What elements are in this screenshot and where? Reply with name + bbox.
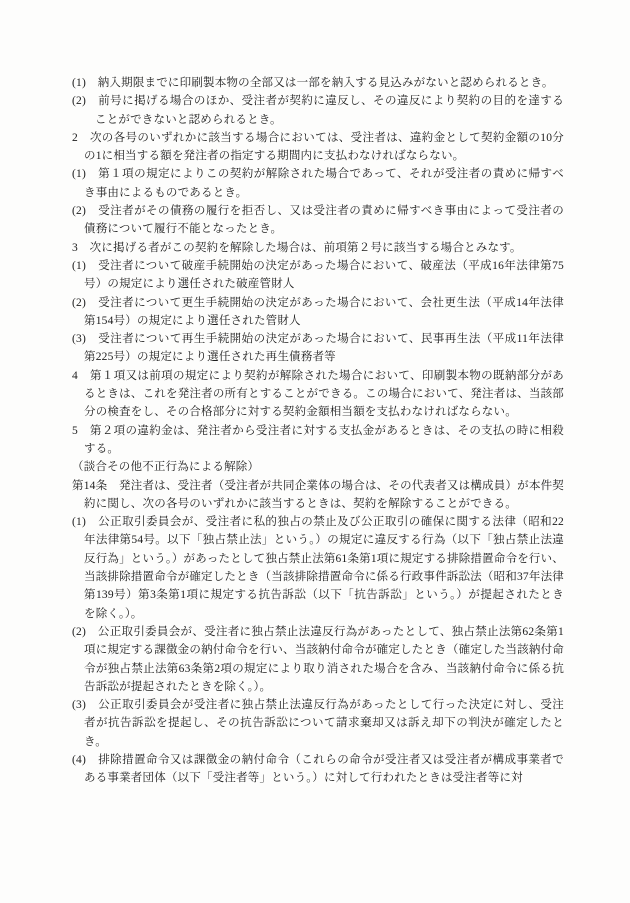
paragraph-text: 排除措置命令又は課徴金の納付命令（これらの命令が受注者又は受注者が構成事業者である事業者団体（以下「受注者等」という。）に対して行われたときは受注者等に対 [84,753,564,785]
paragraph [72,92,564,129]
paragraph-marker: 4 [72,369,90,382]
paragraph-marker: (1) [72,259,99,272]
paragraph-marker: (2) [72,625,98,638]
paragraph [72,477,564,514]
paragraph-text: 受注者がその債務の履行を拒否し、又は受注者の責めに帰すべき事由によって受注者の債務について履行不能となったとき。 [84,205,564,236]
paragraph [72,202,564,239]
paragraph-text: 第２項の違約金は、発注者から受注者に対する支払金があるときは、その支払の時に相殺する。 [84,424,564,455]
paragraph-text: （談合その他不正行為による解除） [72,461,260,474]
paragraph-text: 受注者について更生手続開始の決定があった場合において、会社更生法（平成14年法律第154号）の規定により選任された管財人 [84,296,564,327]
paragraph [72,294,564,331]
paragraph [72,623,564,696]
paragraph-text: 前号に掲げる場合のほか、受注者が契約に違反し、その違反により契約の目的を達することができないと認められるとき。 [95,95,564,126]
paragraph-text: 納入期限までに印刷製本物の全部又は一部を納入する見込みがないと認められるとき。 [97,77,554,89]
paragraph-text: 次の各号のいずれかに該当する場合においては、受注者は、違約金として契約金額の10分の1に相当する額を発注者の指定する期間内に支払わなければならない。 [84,131,564,163]
paragraph-marker: (1) [72,77,98,89]
paragraph [72,129,564,166]
paragraph-marker: (3) [72,699,99,712]
paragraph-text: 次に掲げる者がこの契約を解除した場合は、前項第２号に該当する場合とみなす。 [89,241,522,254]
paragraph-text: 公正取引委員会が、受注者に私的独占の禁止及び公正取引の確保に関する法律（昭和22年法律第54号。以下「独占禁止法」という。）の規定に違反する行為（以下「独占禁止法違反行為」という。）があったとして独占禁止法第61条第1項に規定する排除措置命令を行い、当該排除措置命令が確定したとき（当該排除措置命令に係る行政事件訴訟法（昭和37年法律第139号）第3条第1項に規定する抗告訴訟（以下「抗告訴訟」という。）が提起されたときを除く。）。 [84,516,564,620]
paragraph-text: 発注者は、受注者（受注者が共同企業体の場合は、その代表者又は構成員）が本件契約に関し、次の各号のいずれかに該当するときは、契約を解除することができる。 [84,479,564,510]
paragraph [72,513,564,623]
paragraph [72,367,564,422]
contract-text-block [72,74,564,788]
paragraph-text: 公正取引委員会が、受注者に独占禁止法違反行為があったとして、独占禁止法第62条第1項に規定する課徴金の納付命令を行い、当該納付命令が確定したとき（確定した当該納付命令が独占禁止法第63条第2項の規定により取り消された場合を含み、当該納付命令に係る抗告訴訟が提起されたときを除く。）。 [84,625,564,693]
paragraph-marker: 2 [72,131,90,144]
paragraph-marker: (2) [72,296,99,309]
paragraph-marker: (2) [72,205,99,218]
paragraph-marker: 第14条 [72,479,120,492]
paragraph-marker: (2) [72,95,99,108]
paragraph-text: 受注者について破産手続開始の決定があった場合において、破産法（平成16年法律第75号）の規定により選任された破産管財人 [84,259,564,291]
paragraph-marker: (4) [72,753,99,766]
paragraph-marker: (3) [72,333,99,346]
paragraph-marker: (1) [72,516,99,529]
paragraph-marker: 5 [72,424,90,437]
paragraph-text: 第１項の規定によりこの契約が解除された場合であって、それが受注者の責めに帰すべき事由によるものであるとき。 [84,168,564,199]
paragraph-text: 第１項又は前項の規定により契約が解除された場合において、印刷製本物の既納部分があるときは、これを発注者の所有とすることができる。この場合において、発注者は、当該部分の検査をし、その合格部分に対する契約金額相当額を支払わなければならない。 [84,369,565,419]
paragraph [72,458,564,476]
paragraph-text: 公正取引委員会が受注者に独占禁止法違反行為があったとして行った決定に対し、受注者が抗告訴訟を提起し、その抗告訴訟について請求棄却又は訴え却下の判決が確定したとき。 [84,699,564,748]
paragraph [72,257,564,294]
paragraph-text: 受注者について再生手続開始の決定があった場合において、民事再生法（平成11年法律第225号）の規定により選任された再生債務者等 [84,333,564,364]
paragraph [72,165,564,202]
paragraph-marker: 3 [72,241,90,254]
paragraph [72,330,564,367]
paragraph [72,422,564,459]
paragraph [72,696,564,751]
paragraph-marker: (1) [72,168,99,181]
paragraph [72,239,564,257]
paragraph [72,751,564,788]
paragraph [72,74,564,92]
